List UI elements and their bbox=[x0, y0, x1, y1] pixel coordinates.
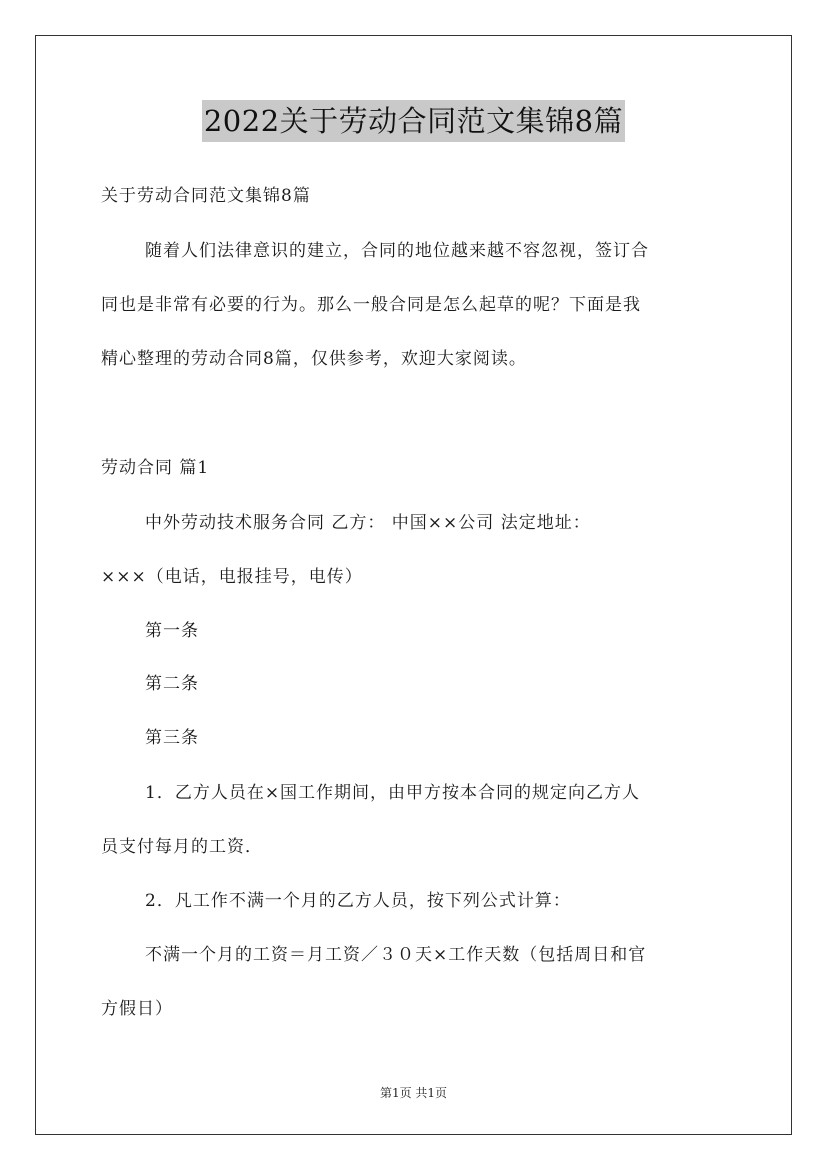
formula-line-1: 不满一个月的工资＝月工资／３０天×工作天数（包括周日和官 bbox=[145, 945, 647, 965]
contract-line-1: 中外劳动技术服务合同 乙方： 中国××公司 法定地址： bbox=[145, 513, 591, 533]
intro-line-2: 同也是非常有必要的行为。那么一般合同是怎么起草的呢？下面是我 bbox=[101, 295, 641, 315]
document-subtitle: 关于劳动合同范文集锦8篇 bbox=[101, 186, 311, 206]
item-2: 2．凡工作不满一个月的乙方人员，按下列公式计算： bbox=[145, 891, 571, 911]
formula-line-2: 方假日） bbox=[101, 999, 173, 1019]
document-title: 2022关于劳动合同范文集锦8篇 bbox=[202, 100, 625, 142]
item-1-line-2: 员支付每月的工资． bbox=[101, 837, 263, 857]
article-2: 第二条 bbox=[145, 674, 199, 694]
title-container bbox=[0, 100, 827, 142]
intro-line-1: 随着人们法律意识的建立，合同的地位越来越不容忽视，签订合 bbox=[145, 241, 649, 261]
article-3: 第三条 bbox=[145, 728, 199, 748]
section-heading: 劳动合同 篇1 bbox=[101, 458, 210, 478]
item-1-line-1: 1．乙方人员在×国工作期间，由甲方按本合同的规定向乙方人 bbox=[145, 783, 641, 803]
contract-line-2: ×××（电话，电报挂号，电传） bbox=[101, 567, 363, 587]
intro-line-3: 精心整理的劳动合同8篇，仅供参考，欢迎大家阅读。 bbox=[101, 349, 527, 369]
article-1: 第一条 bbox=[145, 621, 199, 641]
page-footer: 第1页 共1页 bbox=[379, 1086, 448, 1100]
